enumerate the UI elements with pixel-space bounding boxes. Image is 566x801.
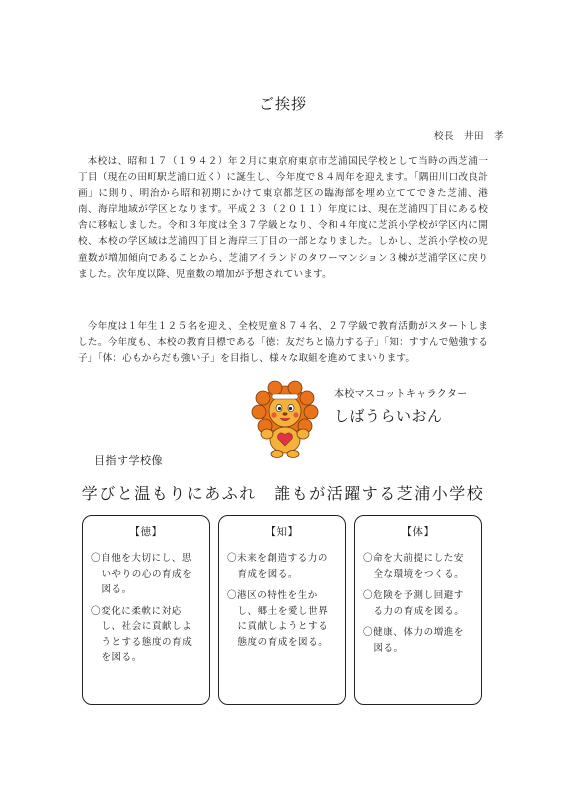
pillar-item: 〇未来を創造する力の育成を図る。 (227, 553, 329, 580)
pillar-heading: 【徳】 (129, 526, 163, 538)
pillar-item: 〇危険を予測し回避する力の育成を図る。 (363, 590, 465, 617)
lion-mascot-icon (245, 380, 325, 460)
pillar-box-toku (82, 515, 210, 705)
vision-slogan: 学びと温もりにあふれ 誰もが活躍する芝浦小学校 (81, 484, 485, 503)
mascot-caption (334, 385, 468, 426)
mascot-name: しばうらいおん (334, 407, 443, 425)
principal-signature (434, 128, 504, 142)
pillar-box-tai (354, 515, 482, 705)
mascot-caption-label: 本校マスコットキャラクター (334, 389, 468, 400)
pillar-heading: 【知】 (265, 526, 299, 538)
pillar-item: 〇変化に柔軟に対応し、社会に貢献しようとする態度の育成を図る。 (91, 605, 193, 663)
pillar-heading: 【体】 (401, 526, 435, 538)
pillar-item: 〇健康、体力の増進を図る。 (363, 627, 465, 654)
pillar-item: 〇自他を大切にし、思いやりの心の育成を図る。 (91, 553, 193, 595)
page-title: ご挨拶 (258, 95, 307, 113)
pillar-item: 〇命を大前提にした安全な環境をつくる。 (363, 553, 465, 580)
principal-role: 校長 (433, 131, 454, 142)
pillar-item: 〇港区の特性を生かし、郷土を愛し世界に貢献しようとする態度の育成を図る。 (227, 590, 329, 648)
greeting-paragraph-1: 本校は、昭和１７（１９４２）年２月に東京府東京市芝浦国民学校として当時の西芝浦一丁目（現在の田町駅芝浦口近く）に誕生し、今年度で８４周年を迎えます。「隅田川口改良計画」に則り、明治から昭和初期にかけて東京都芝区の臨海部を埋め立ててできた芝浦、港南、海岸地域が学区となります。平成２３（２０１１）年度には、現在芝浦四丁目にある校舎に移転しました。令和３年度は全３７学級となり、令和４年度に芝浜小学校が学区内に開校、本校の学区域は芝浦四丁目と海岸三丁目の一部となりました。しかし、芝浜小学校の児童数が増加傾向であることから、芝浦アイランドのタワーマンション３棟が芝浦学区に戻りました。次年度以降、児童数の増加が予想されています。 (78, 156, 488, 280)
vision-label: 目指す学校像 (94, 454, 163, 467)
principal-name: 井田 孝 (463, 131, 504, 142)
pillar-box-chi (218, 515, 346, 705)
greeting-paragraph-2: 今年度は１年生１２５名を迎え、全校児童８７４名、２７学級で教育活動がスタートしました。今年度も、本校の教育目標である「徳：友だちと協力する子」「知：すすんで勉強する子」「体：心もからだも強い子」を目指し、様々な取組を進めてまいります。 (78, 321, 488, 365)
